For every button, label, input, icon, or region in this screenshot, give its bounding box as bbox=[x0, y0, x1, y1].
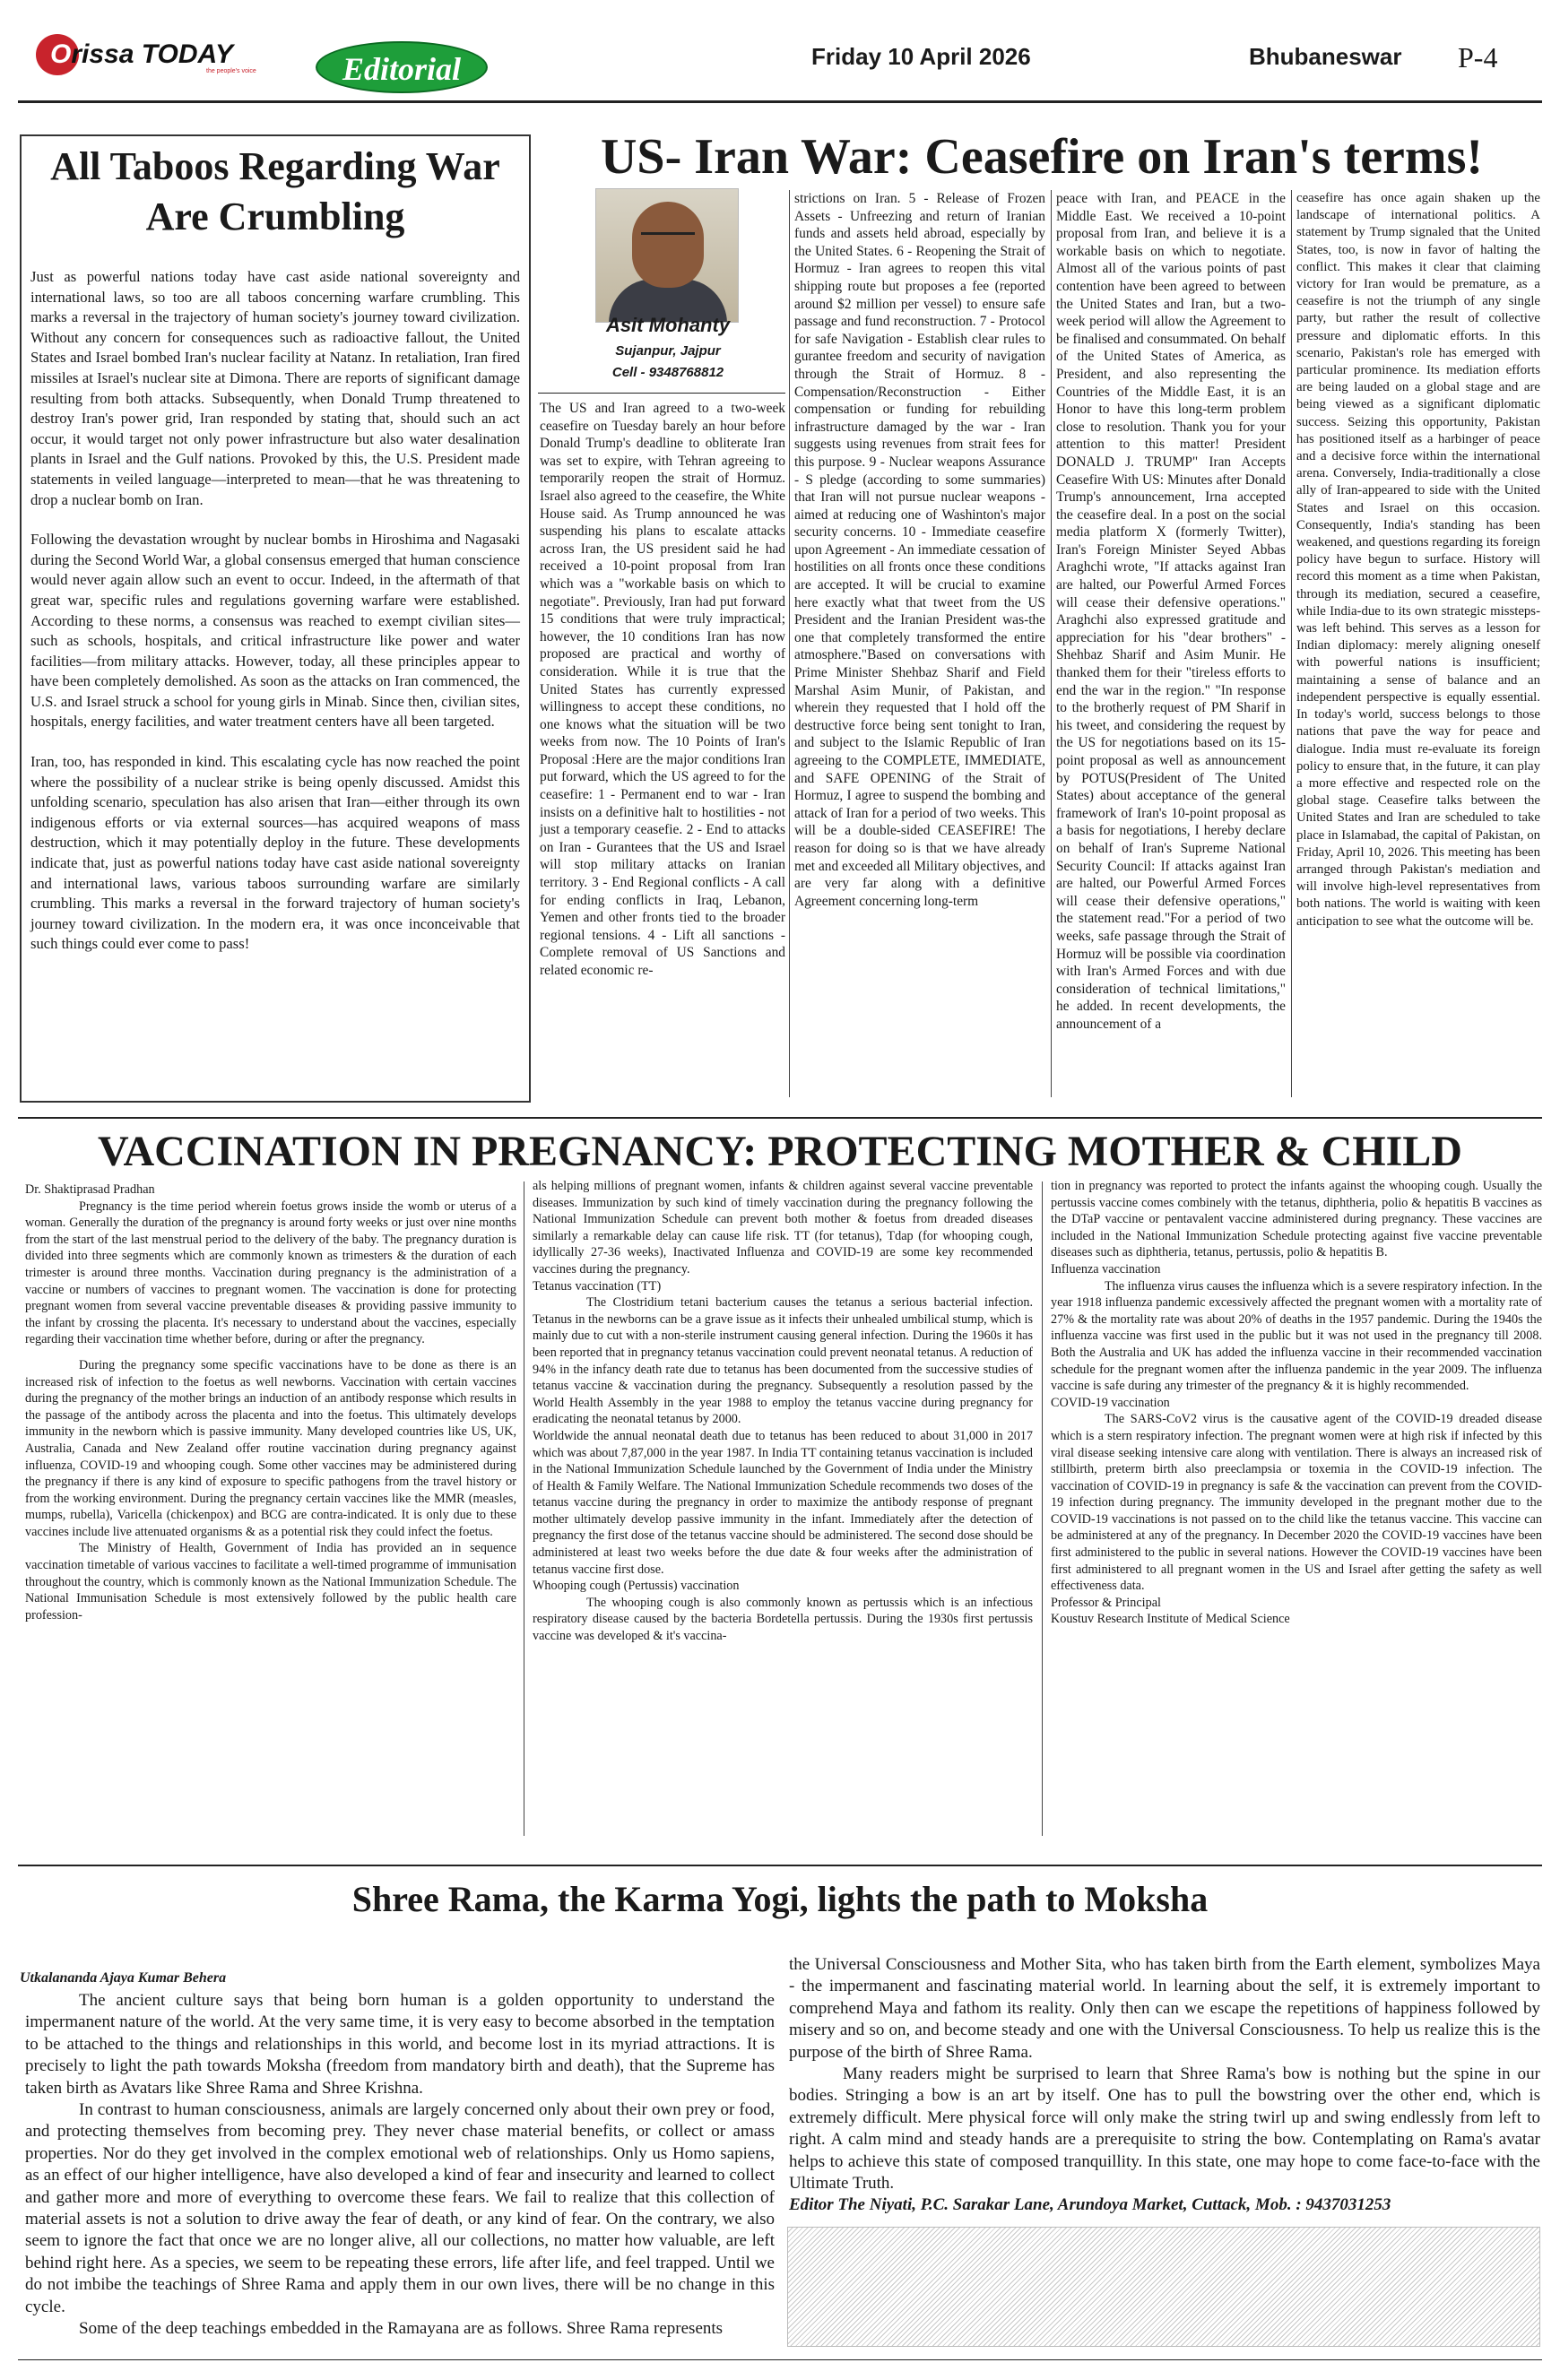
article-rama-headline: Shree Rama, the Karma Yogi, lights the path to Moksha bbox=[351, 1879, 1209, 1919]
paragraph: the Universal Consciousness and Mother Sita, who has taken birth from the Earth element, symbolizes Maya - the impermanent and fascinating material world. In learning about the self, it is extremely important to comprehend Maya and fathom its reality. Only then can we escape the repetitions of happiness followed by misery and so on, and become steady and one with the Universal Consciousness. To help us realize this is the purpose of the birth of Shree Rama. bbox=[789, 1955, 1540, 2062]
issue-city: Bhubaneswar bbox=[1249, 43, 1402, 70]
paragraph: als helping millions of pregnant women, infants & children against several vaccine preventable diseases. Immunization by such kind of timely vaccination during the pregnancy following the National Immunization Schedule can prevent both mother & foetus from dreaded diseases similarly a remarkable delay can cause life risk. TT (for tetanus), Tdap (for whooping cough, idyllically 27-36 weeks), Inactivated Influenza and COVID-19 are some key recommended vaccines during the pregnancy. bbox=[533, 1179, 1033, 1277]
paragraph: Worldwide the annual neonatal death due to tetanus has been reduced to about 31,000 in 2017 which was about 7,87,000 in the year 1987. In India TT containing tetanus vaccination is included in the National Immunization Schedule launched by the Government of India under the Ministry of Health & Family Welfare. The National Immunization Schedule recommends two doses of the tetanus vaccine during the pregnancy in order to maximize the antibody response of pregnant mother ultimately develop passive immunity in the infant. Immediately after the detection of pregnancy the first dose of the tetanus vaccine should be administered. The second dose should be administered at least two weeks before the due date & four weeks after the administration of tetanus vaccine first dose. bbox=[533, 1428, 1033, 1577]
masthead-rule bbox=[18, 100, 1542, 103]
author-title: Professor & Principal bbox=[1051, 1595, 1161, 1610]
paragraph: Just as powerful nations today have cast aside national sovereignty and international laws, so too are all taboos concerning warfare crumbling. This marks a reversal in the trajectory of human society's journey toward civilization. Without any concern for consequences such as radioactive fallout, the United States and Israel bombed Iran's nuclear facility at Natanz. In retaliation, Iran fired missiles at Israel's nuclear site at Dimona. There are reports of significant damage resulting from both attacks. Subsequently, when Donald Trump threatened to destroy Iran's power grid, Iran responded by stating that, should such an act occur, it would target not only power infrastructure but also water desalination plants in Israel and the Gulf nations. Provoked by this, the U.S. President made statements in veiled language—interpreted to mean—that he was threatening to drop a nuclear bomb on Iran. bbox=[30, 268, 520, 508]
article-vaccination-headline: VACCINATION IN PREGNANCY: PROTECTING MOTHER & CHILD bbox=[98, 1128, 1462, 1175]
byline-rule bbox=[538, 393, 785, 394]
bottom-rule bbox=[18, 2359, 1542, 2360]
column-divider bbox=[1291, 190, 1292, 1097]
author-institute: Koustuv Research Institute of Medical Science bbox=[1051, 1612, 1290, 1627]
column-divider bbox=[789, 190, 790, 1097]
article-iran-col-1: The US and Iran agreed to a two-week ceasefire on Tuesday barely an hour before Donald Trump's deadline to obliterate Iran was set to expire, with Tehran agreeing to temporarily reopen the strait of Hormuz. Israel also agreed to the ceasefire, the White House said. As Trump announced he was suspending his plans to escalate attacks across Iran, the US president said he had received a 10-point proposal from Iran which was a "workable basis on which to negotiate". Previously, Iran had put forward 15 conditions that were truly impractical; however, the 10 conditions Iran has now proposed are practical and worthy of consideration. While it is true that the United States has currently expressed willingness to accept these conditions, no one knows what the situation will be two weeks from now. The 10 Points of Iran's Proposal :Here are the major conditions Iran put forward, which the US agreed to for the ceasefire: 1 - Permanent end to war - Iran insists on a definitive halt to hostilities - not just a temporary ceasefie. 2 - End to attacks on Iran - Gurantees that the US and Israel will stop military attacks on Iranian territory. 3 - End Regional conflicts - A call for ending conflicts in Iraq, Lebanon, Yemen and other fronts tied to the broader regional tensions. 4 - Lift all sanctions - Complete removal of US Sanctions and related economic re- bbox=[540, 401, 785, 978]
article-rama-col-1 bbox=[25, 1990, 775, 2341]
paragraph: During the pregnancy some specific vaccinations have to be done as there is an increased risk of infection to the foetus as well newborns. Vaccination with certain vaccines during the pregnancy of the mother brings an induction of an antibody response which results in the passage of the antibody across the placenta and into the foetus. This ultimately develops immunity in the newborn which is passive immunity. Many developed countries like US, UK, Australia, Canada and New Zealand offer routine vaccination during pregnancy against influenza, COVID-19 and whooping cough. Some other vaccines may be administered during the pregnancy if there is any kind of exposure to specific pathogens from the travel history or from the working environment. During the pregnancy certain vaccines like the MMR (measles, mumps, rubella), Varicella (chickenpox) and BCG are contra-indicated. It is only due to these vaccines include live attenuated organisms & as a potential risk they could infect the foetus. bbox=[25, 1357, 516, 1539]
article-vaccination-col-2 bbox=[533, 1178, 1033, 1645]
issue-date: Friday 10 April 2026 bbox=[811, 43, 1031, 70]
author-phone: Cell - 9348768812 bbox=[611, 365, 724, 380]
logo-text bbox=[50, 39, 233, 70]
blank-ad-space bbox=[787, 2227, 1540, 2347]
article-iran-col-4: ceasefire has once again shaken up the landscape of international politics. A statement by Trump signaled that the United States, too, is now in favor of halting the conflict. This makes it clear that claiming victory for Iran would be premature, as a ceasefire is not the triumph of any single party, but rather the result of collective pressure and diplomatic efforts. In this scenario, Pakistan's role has emerged with particular prominence. Its mediation efforts are being lauded on a global stage and are being viewed as a significant diplomatic success. Seizing this opportunity, Pakistan has positioned itself as a harbinger of peace and a decisive force within the international arena. Conversely, India-traditionally a close ally of Iran-appeared to side with the United States and Israel on this occasion. Consequently, India's standing has been weakened, and questions regarding its foreign policy have begun to surface. History will record this moment as a time when Pakistan, through its mediation, secured a ceasefire, while India-due to its own strategic missteps-was left behind. This serves as a lesson for Indian diplomacy: merely aligning oneself with powerful nations is insufficient; maintaining a sense of balance and an independent perspective is equally essential. In today's world, success belongs to those nations that pave the way for peace and dialogue. India must re-evaluate its foreign policy to ensure that, in the future, it can play a more effective and respected role on the global stage. Ceasefire talks between the United States and Iran are scheduled to take place in Islamabad, the capital of Pakistan, on Friday, April 10, 2026. This meeting has been arranged through Pakistan's mediation and will involve high-level representatives from both nations. The world is waiting with keen anticipation to see what the outcome will be. bbox=[1296, 191, 1541, 929]
paragraph: The whooping cough is also commonly known as pertussis which is an infectious respiratory disease caused by the bacteria Bordetella pertussis. During the 1930s first pertussis vaccine was developed & it's vaccina- bbox=[533, 1595, 1033, 1644]
article-iran-col-3: peace with Iran, and PEACE in the Middle East. We received a 10-point proposal from Iran, and believe it is a workable basis on which to negotiate. Almost all of the various points of past contention have been agreed to between the United States and Iran, but a two-week period will allow the Agreement to be finalised and consummated. On behalf of the United States of America, as President, and also representing the Countries of the Middle East, it is an Honor to have this long-term problem close to resolution. Thank you for your attention to this matter! President DONALD J. TRUMP" Iran Accepts Ceasefire With US: Minutes after Donald Trump's announcement, Irna accepted the ceasefire deal. In a post on the social media platform X (formerly Twitter), Iran's Foreign Minister Seyed Abbas Araghchi wrote, "If attacks against Iran are halted, our Powerful Armed Forces will cease their defensive operations." Araghchi also expressed gratitude and appreciation for his "dear brothers" - Shehbaz Sharif and Asim Munir. He thanked them for their "tireless efforts to end the war in the region." "In response to the brotherly request of PM Sharif in his tweet, and considering the request by the US for negotiations based on its 15-point proposal as well as announcement by POTUS(President of The United States) about acceptance of the general framework of Iran's 10-point proposal as a basis for negotiations, I hereby declare on behalf of Iran's Supreme National Security Council: If attacks against Iran are halted, our Powerful Armed Forces will cease their defensive operations," the statement read."For a period of two weeks, safe passage through the Strait of Hormuz will be possible via coordination with Iran's Armed Forces and with due consideration of technical limitations," he added. In recent developments, the announcement of a bbox=[1056, 191, 1286, 1032]
column-divider bbox=[1042, 1181, 1043, 1836]
editor-footer: Editor The Niyati, P.C. Sarakar Lane, Arundoya Market, Cuttack, Mob. : 9437031253 bbox=[789, 2195, 1391, 2215]
paragraph: tion in pregnancy was reported to protect the infants against the whooping cough. Usually the pertussis vaccine comes combinely with the tetanus, diphtheria, polio & hepatitis B vaccines as the DTaP vaccine or pentavalent vaccine administered during pregnancy. These vaccines are included in the National Immunization Schedule protecting against five vaccine preventable diseases such as diphtheria, tetanus, pertussis, polio & hepatitis B. bbox=[1051, 1179, 1542, 1260]
subheading: Whooping cough (Pertussis) vaccination bbox=[533, 1579, 740, 1594]
section-rule bbox=[18, 1865, 1542, 1866]
article-taboos-body bbox=[30, 267, 520, 955]
paragraph: Following the devastation wrought by nuclear bombs in Hiroshima and Nagasaki during the Second World War, a global consensus emerged that human conscience would never again allow such an event to occur. Indeed, in the aftermath of that great war, specific rules and regulations governing warfare were established. According to these norms, a consensus was reached to exempt civilian sites—such as schools, hospitals, and critical infrastructure like power and water facilities—from military attacks. However, today, all these principles appear to have been completely demolished. As soon as the attacks on Iran commenced, the U.S. and Israel struck a school for young girls in Minab. Since then, civilian sites, hospitals, energy facilities, and water treatment centers have all been targeted. bbox=[30, 531, 520, 731]
article-iran-col-2: strictions on Iran. 5 - Release of Frozen Assets - Unfreezing and return of Iranian funds and assets held abroad, especially by the United States. 6 - Reopening the Strait of Hormuz - Iran agrees to reopen this vital shipping route but proposes a fee (reported around $2 million per vessel) to ensure safe passage and fund reconstruction. 7 - Protocol for safe Navigation - Establish clear rules to gurantee freedom and security of navigation through the Strait of Hormuz. 8 - Compensation/Reconstruction - Either compensation or funding for rebuilding infrastructure damaged by the war - Iran suggests using revenues from strait fees for this purpose. 9 - Nuclear weapons Assurance - S pledge (according to some summaries) that Iran will not pursue nuclear weapons - aimed at reducing one of Washinton's major security concerns. 10 - Immediate ceasefire upon Agreement - An immediate cessation of hostilities on all fronts once these conditions are accepted. It will be crucial to examine here exactly what that tweet from the US President and the Iranian President was-the one that completely transformed the entire atmosphere."Based on conversations with Prime Minister Shehbaz Sharif and Field Marshal Asim Munir, of Pakistan, and wherein they requested that I hold off the destructive force being sent tonight to Iran, and subject to the Islamic Republic of Iran agreeing to the COMPLETE, IMMEDIATE, and SAFE OPENING of the Strait of Hormuz, I agree to suspend the bombing and attack of Iran for a period of two weeks. This will be a double-sided CEASEFIRE! The reason for doing so is that we have already met and exceeded all Military objectives, and are very far along with a definitive Agreement concerning long-term bbox=[794, 191, 1045, 909]
paragraph: Many readers might be surprised to learn that Shree Rama's bow is nothing but the spine in our bodies. Stringing a bow is an art by itself. One has to pull the bowstring over the other end, which is extremely difficult. Mere physical force will only make the string twirl up and swing endlessly from left to right. A calm mind and steady hands are a prerequisite to string the bow. Contemplating on Rama's avatar helps to achieve this state of composed tranquillity. In this state, one may hope to come face-to-face with the Ultimate Truth. bbox=[789, 2064, 1540, 2194]
logo-rest: rissa TODAY bbox=[71, 39, 233, 69]
subheading: Influenza vaccination bbox=[1051, 1261, 1161, 1277]
paragraph: The ancient culture says that being born human is a golden opportunity to understand the impermanent nature of the world. At the very same time, it is very easy to become absorbed in the temptation to be attached to the things and relationships in this world, and become lost in its myriad attractions. It is precisely to light the path towards Moksha (freedom from mandatory birth and death), that the Supreme has taken birth as Avatars like Shree Rama and Shree Krishna. bbox=[25, 1991, 775, 2098]
subheading: Tetanus vaccination (TT) bbox=[533, 1278, 662, 1294]
article-rama-author: Utkalananda Ajaya Kumar Behera bbox=[20, 1970, 227, 1986]
paragraph: The influenza virus causes the influenza which is a severe respiratory infection. In the year 1918 influenza pandemic excessively affected the pregnant women with a mortality rate of 27% & the mortality rate was about 20% of deaths in the 1957 pandemic. During the 1940s the influenza vaccine was first used in the public but it was not used in the pregnancy till 2008. Both the Australia and UK has added the influenza vaccine in their recommended vaccination schedule for the pregnant women after the influenza pandemic in the year 2009. The influenza vaccine is safe during any trimester of the pregnancy & it is highly recommended. bbox=[1051, 1278, 1542, 1394]
paragraph: In contrast to human consciousness, animals are largely concerned only about their own prey or food, and protecting themselves from becoming prey. They never chase material benefits, or collect or amass properties. Nor do they get involved in the complex emotional web of relationships. Only us Homo sapiens, as an effect of our higher intelligence, have also developed a kind of fear and insecurity and learned to collect and gather more and more of everything to overcome these fears. We fail to realize that this collection of material assets is not a solution to drive away the fear of death, or any kind of fear. On the contrary, we also seem to ignore the fact that once we are no longer alive, all our collections, no matter how valuable, are left behind right here. As a species, we seem to be repeating these errors, life after life, and feel trapped. Until we do not imbibe the teachings of Shree Rama and apply them in our own lives, there will be no change in this cycle. bbox=[25, 2100, 775, 2316]
article-rama-col-2 bbox=[789, 1954, 1540, 2217]
article-vaccination-col-3 bbox=[1051, 1178, 1542, 1628]
article-taboos-headline: All Taboos Regarding War Are Crumbling bbox=[50, 144, 500, 238]
page-number: P-4 bbox=[1458, 41, 1498, 74]
author-location: Sujanpur, Jajpur bbox=[615, 343, 721, 359]
paragraph: The Clostridium tetani bacterium causes the tetanus a serious bacterial infection. Tetanus in the newborns can be a grave issue as it infects their unhealed umbilical stump, which is mainly due to cut with a non-sterile instrument causing general infection. During the 1960s it has been reported that in pregnancy tetanus vaccination could prevent neonatal tetanus. A reduction of 94% in the infancy death rate due to tetanus has been documented from the successive studies of tetanus vaccine & vaccination during the pregnancy. Subsequently a resolution passed by the World Health Assembly in the year 1988 to employ the tetanus vaccine during pregnancy for eradicating the neonatal tetanus by 2000. bbox=[533, 1295, 1033, 1427]
column-divider bbox=[1051, 190, 1052, 1097]
article-author: Dr. Shaktiprasad Pradhan bbox=[25, 1182, 155, 1197]
section-rule bbox=[18, 1117, 1542, 1119]
masthead-logo bbox=[36, 34, 256, 75]
paragraph: Iran, too, has responded in kind. This escalating cycle has now reached the point where the possibility of a nuclear strike is being openly discussed. Amidst this unfolding scenario, speculation has also arisen that Iran—either through its own indigenous efforts or via external sources—has acquired weapons of mass destruction, which it may potentially deploy in the future. These developments indicate that, just as powerful nations today have cast aside national sovereignty and international laws, various taboos surrounding warfare are similarly crumbling. This marks a reversal in the forward trajectory of human society's journey toward civilization. In the modern era, it was once inconceivable that such things could ever come to pass! bbox=[30, 753, 520, 953]
section-badge: Editorial bbox=[316, 41, 488, 93]
paragraph: The SARS-CoV2 virus is the causative agent of the COVID-19 dreaded disease which is a stern respiratory infection. The pregnant women were at high risk if infected by this viral disease seeking intensive care along with ventilation. There is always an increased risk of stillbirth, preterm birth also preeclampsia or toxemia in the COVID-19 infection. The vaccination of COVID-19 in pregnancy is safe & the vaccination can prevent from the COVID-19 infection during pregnancy. The immunity developed in the pregnant mother due to the COVID-19 vaccinations is not passed on to the child like the tetanus vaccine. This vaccine can be administered at any of the pregnancy. In December 2020 the COVID-19 vaccines have been first administered to the public in several nations. However the COVID-19 vaccines have been first administered to all pregnant women in the US and Israel after getting the safety as well effectiveness data. bbox=[1051, 1412, 1542, 1594]
subheading: COVID-19 vaccination bbox=[1051, 1395, 1170, 1410]
logo-tagline: the people's voice bbox=[206, 68, 256, 74]
author-name: Asit Mohanty bbox=[605, 314, 731, 336]
paragraph: Pregnancy is the time period wherein foetus grows inside the womb or uterus of a woman. Generally the duration of the pregnancy is around forty weeks or just over nine months from the start of the last menstrual period to the delivery of the baby. The pregnancy duration is divided into three segments which are commonly known as trimesters & the duration of each trimester is around three months. Vaccination during pregnancy is the administration of a vaccine or numbers of vaccines to pregnant women. The vaccination is done for protecting pregnant women from several vaccine preventable diseases & providing passive immunity to the infant by crossing the placenta. It's necessary to understand about the vaccines, especially regarding their vaccination time whether before, during or after the pregnancy. bbox=[25, 1199, 516, 1347]
paragraph: The Ministry of Health, Government of India has provided an in sequence vaccination timetable of various vaccines to facilitate a well-timed programme of immunisation throughout the country, which is commonly known as the National Immunization Schedule. The National Immunisation Schedule is most extensively followed by the public health care profession- bbox=[25, 1541, 516, 1623]
paragraph: Some of the deep teachings embedded in the Ramayana are as follows. Shree Rama represents bbox=[79, 2319, 724, 2339]
author-details bbox=[538, 341, 798, 384]
logo-initial: O bbox=[50, 39, 72, 69]
article-vaccination-col-1 bbox=[25, 1181, 516, 1623]
article-iran-headline: US- Iran War: Ceasefire on Iran's terms! bbox=[600, 129, 1484, 185]
author-photo bbox=[595, 188, 739, 323]
